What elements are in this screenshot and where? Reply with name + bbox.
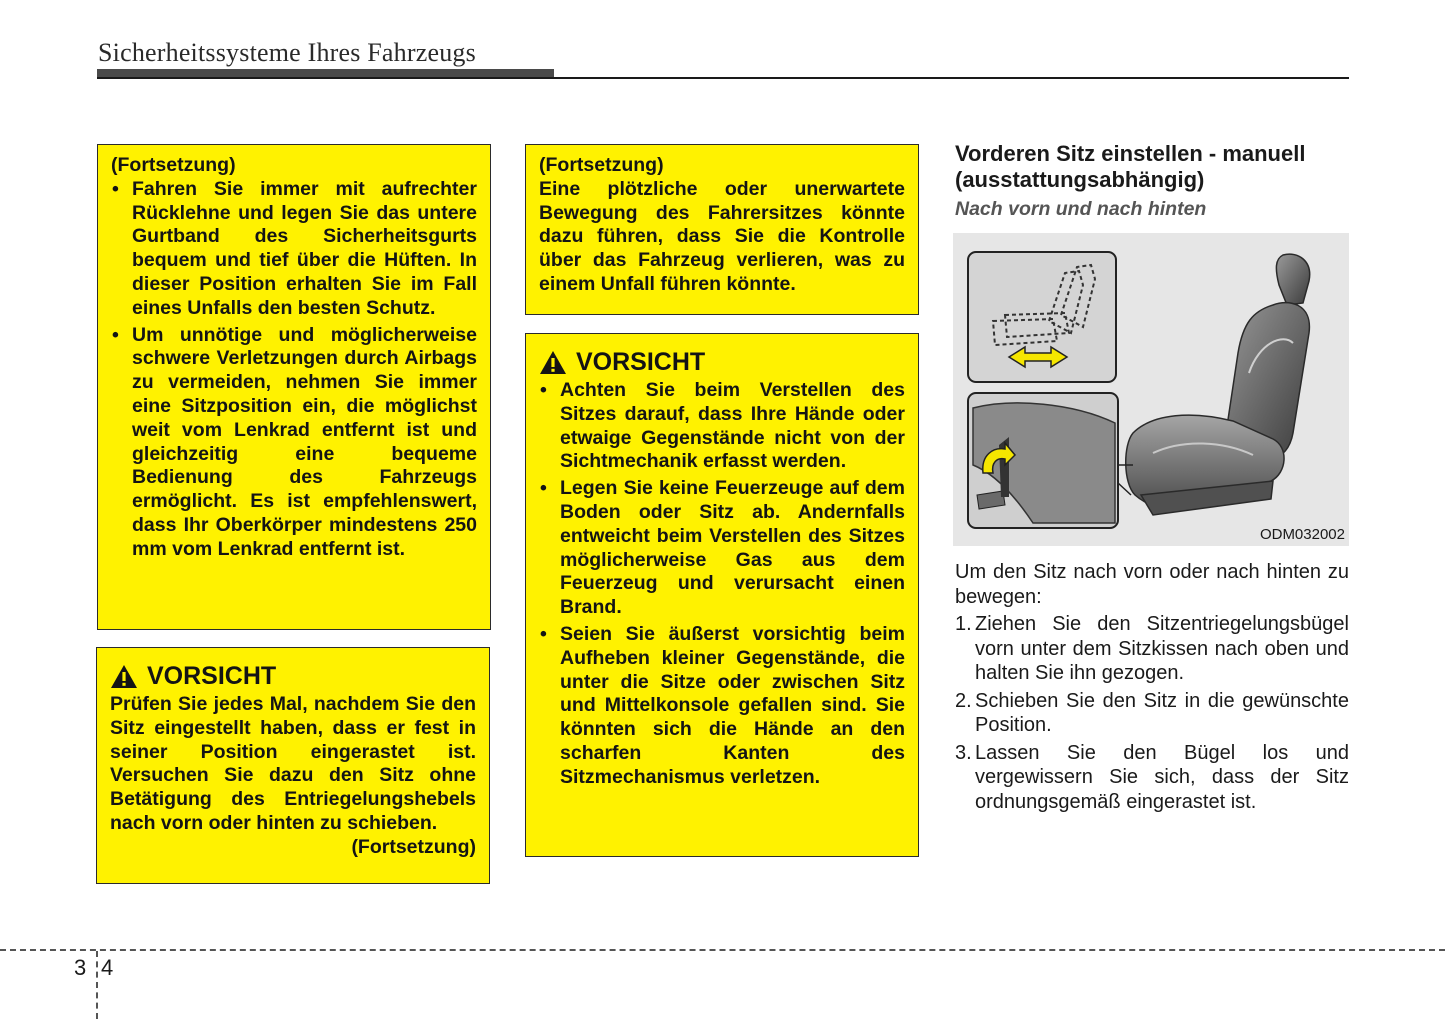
list-item: • Legen Sie keine Feuerzeuge auf dem Boden oder Sitz ab. Andernfalls entweicht beim Verstellen des Sitzes möglicherweise Gas aus dem Feuerzeug und verursacht einen Brand.: [539, 477, 905, 620]
footer-divider: [0, 949, 1445, 951]
step-text: Schieben Sie den Sitz in die gewünschte Position.: [975, 689, 1349, 736]
list-item: • Fahren Sie immer mit aufrechter Rücklehne und legen Sie das untere Gurtband des Sicherheitsgurts bequem und tief über die Hüften. In dieser Position erhalten Sie im Fall eines Unfalls den besten Schutz.: [111, 178, 477, 321]
header-rule: [97, 77, 1349, 79]
instructions: [955, 560, 1349, 817]
step-number: 1.: [955, 613, 972, 635]
bullet-list: [539, 379, 905, 790]
warning-triangle-icon: [110, 664, 138, 689]
step-number: 3.: [955, 741, 972, 764]
caution-heading-text: VORSICHT: [147, 661, 277, 690]
page-number: 4: [101, 955, 114, 980]
caution-box-seat-adjust: [525, 333, 919, 857]
page-header-title: Sicherheitssysteme Ihres Fahrzeugs: [98, 38, 476, 67]
seat-adjustment-illustration: [953, 233, 1349, 546]
list-item: • Um unnötige und möglicherweise schwere Verletzungen durch Airbags zu vermeiden, nehmen Sie immer eine Sitzposition ein, die möglichst weit vom Lenkrad entfernt ist und gleichzeitig eine bequeme Bedienung des Fahrzeugs ermöglicht. Es ist empfehlenswert, dass Ihr Oberkörper mindestens 250 mm vom Lenkrad entfernt ist.: [111, 324, 477, 562]
warning-text: Eine plötzliche oder unerwartete Bewegung des Fahrersitzes könnte dazu führen, dass Sie die Kontrolle über das Fahrzeug verlieren, was zu einem Unfall führen könnte.: [539, 177, 905, 295]
caution-heading: [110, 661, 476, 690]
seat-icon: [1126, 254, 1310, 515]
warning-box-continued-left: [97, 144, 491, 630]
footer-vertical-divider: [96, 951, 98, 1019]
seat-illustration-svg: [953, 233, 1349, 546]
chapter-number: 3: [74, 955, 87, 980]
list-item: [955, 612, 1349, 686]
step-number: 2.: [955, 689, 972, 712]
steps-list: [955, 612, 1349, 814]
step-text: Lassen Sie den Bügel los und vergewissern Sie sich, dass der Sitz ordnungsgemäß eingerastet ist.: [975, 741, 1349, 813]
section-title: Vorderen Sitz einstellen - manuell (ausstattungsabhängig): [955, 141, 1306, 192]
warning-triangle-icon: [539, 350, 567, 375]
continued-label: (Fortsetzung): [351, 835, 476, 858]
caution-heading: [539, 347, 905, 376]
caution-text: Prüfen Sie jedes Mal, nachdem Sie den Sitz eingestellt haben, dass er fest in seiner Position eingerastet ist. Versuchen Sie dazu den Sitz ohne Betätigung des Entriegelungshebels nach vorn oder hinten zu schieben.: [110, 693, 476, 834]
list-item: [955, 741, 1349, 815]
warning-box-continued-middle: [525, 144, 919, 315]
list-item: [955, 689, 1349, 738]
bullet-list: [111, 178, 477, 562]
section-subtitle: Nach vorn und nach hinten: [955, 198, 1207, 220]
continuation-label: (Fortsetzung): [539, 154, 664, 176]
continuation-label: (Fortsetzung): [111, 154, 236, 176]
instructions-intro: Um den Sitz nach vorn oder nach hinten zu bewegen:: [955, 561, 1349, 608]
step-text: Ziehen Sie den Sitzentriegelungsbügel vorn unter dem Sitzkissen nach oben und halten Sie ihn gezogen.: [975, 613, 1349, 684]
list-item: • Seien Sie äußerst vorsichtig beim Aufheben kleiner Gegenstände, die unter die Sitze oder zwischen Sitz und Mittelkonsole gefallen sind. Sie könnten sich die Hände an den scharfen Kanten des Sitzmechanismus verletzen.: [539, 623, 905, 790]
caution-box-seat-lock: [96, 647, 490, 884]
list-item: • Achten Sie beim Verstellen des Sitzes darauf, dass Ihre Hände oder etwaige Gegenstände nicht von der Sichtmechanik erfasst werden.: [539, 379, 905, 474]
caution-heading-text: VORSICHT: [576, 347, 706, 376]
figure-code: ODM032002: [1259, 526, 1345, 543]
